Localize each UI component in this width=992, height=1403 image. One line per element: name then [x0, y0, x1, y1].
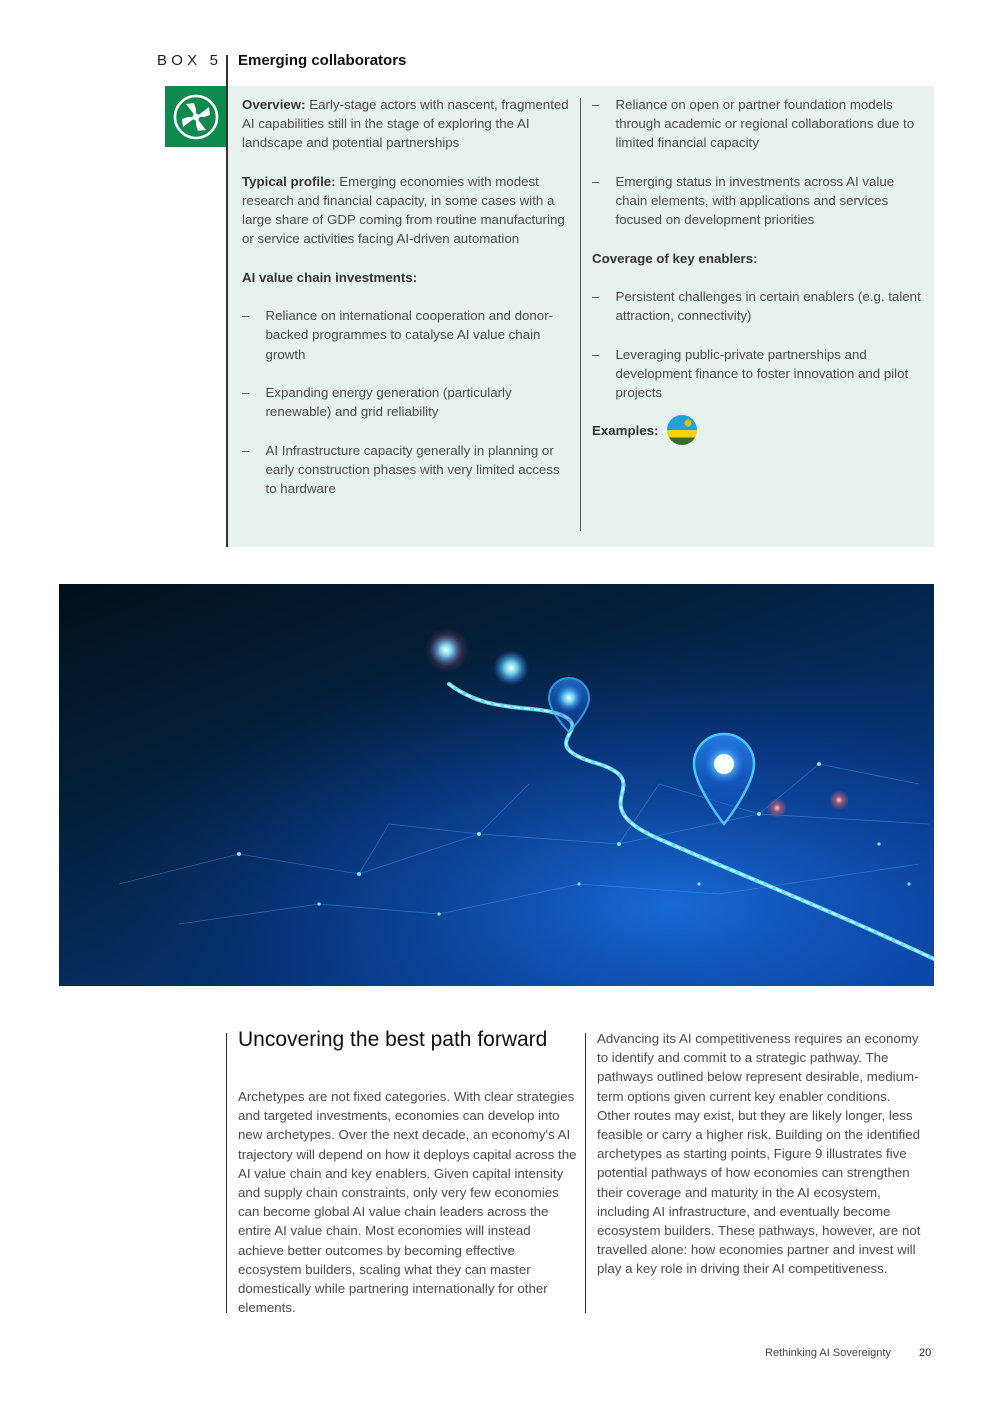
- list-item: – Expanding energy generation (particularly renewable) and grid reliability: [242, 384, 512, 420]
- box-right-column: [592, 95, 927, 445]
- investments-heading: AI value chain investments:: [242, 269, 418, 285]
- list-item: – Reliance on international cooperation and donor-backed programmes to catalyse AI value chain growth: [242, 308, 554, 362]
- section-rule-right: [585, 1033, 586, 1313]
- profile-paragraph: [242, 172, 572, 249]
- bullet-dash: –: [592, 346, 600, 362]
- footer-publication-title: Rethinking AI Sovereignty: [765, 1347, 891, 1359]
- list-item: – Leveraging public-private partnerships and development finance to foster innovation and pilot projects: [592, 346, 909, 400]
- pinwheel-icon: [172, 93, 220, 141]
- overview-paragraph: [242, 95, 572, 153]
- location-pin-icon: [430, 634, 462, 666]
- hero-image: [59, 584, 934, 986]
- list-item: – Emerging status in investments across AI value chain elements, with applications and services focused on development priorities: [592, 173, 895, 228]
- overview-text: Early-stage actors with nascent, fragmented AI capabilities still in the stage of exploring the AI landscape and potential partnerships: [242, 97, 569, 151]
- section-paragraph-right: Advancing its AI competitiveness requires an economy to identify and commit to a strategic pathway. The pathways outlined below represent desirable, medium-term options given current key enabler conditions. Other routes may exist, but they are likely longer, less feasible or carry a higher risk. Building on the identified archetypes as starting points, Figure 9 illustrates five potential pathways of how economies can strengthen their coverage and maturity in the AI ecosystem, including AI infrastructure, and eventually become ecosystem builders. These pathways, however, are not travelled alone: how economies partner and invest will play a key role in driving their AI competitiveness.: [597, 1031, 921, 1277]
- bullet-dash: –: [592, 288, 600, 304]
- rwanda-flag-icon: [667, 415, 697, 445]
- overview-label: Overview:: [242, 97, 306, 112]
- box-title: Emerging collaborators: [238, 52, 407, 69]
- bullet-dash: –: [242, 384, 250, 400]
- bullet-dash: –: [592, 173, 600, 189]
- examples-row: [592, 415, 927, 445]
- examples-label: Examples:: [592, 422, 659, 438]
- bullet-dash: –: [242, 442, 250, 458]
- archetype-badge: [165, 86, 226, 147]
- investments-list-continued: [592, 95, 927, 229]
- box-label: BOX 5: [157, 52, 223, 69]
- list-item: – Reliance on open or partner foundation models through academic or regional collaborations due to limited financial capacity: [592, 97, 915, 151]
- bullet-dash: –: [592, 97, 600, 112]
- list-item: – AI Infrastructure capacity generally in planning or early construction phases with very limited access to hardware: [242, 442, 560, 496]
- section-title: Uncovering the best path forward: [238, 1028, 548, 1051]
- enablers-heading: Coverage of key enablers:: [592, 250, 758, 266]
- section-paragraph-left: Archetypes are not fixed categories. With clear strategies and targeted investments, economies can develop into new archetypes. Over the next decade, an economy's AI trajectory will depend on how it deploys capital across the AI value chain and key enablers. Given capital intensity and supply chain constraints, only very few economies can become global AI value chain leaders across the entire AI value chain. Most economies will instead achieve better outcomes by becoming effective ecosystem builders, scaling what they can master domestically while partnering internationally for other elements.: [238, 1089, 577, 1316]
- investments-list: [242, 306, 572, 498]
- box-left-column: [242, 95, 572, 517]
- list-item: – Persistent challenges in certain enablers (e.g. talent attraction, connectivity): [592, 288, 921, 324]
- profile-label: Typical profile:: [242, 173, 336, 189]
- section-rule-left: [226, 1033, 227, 1313]
- column-divider: [580, 98, 581, 531]
- enablers-list: [592, 287, 927, 402]
- page-number: 20: [919, 1347, 932, 1359]
- profile-text: Emerging economies with modest research and financial capacity, in some cases with a large share of GDP coming from routine manufacturing or service activities facing AI-driven automation: [242, 173, 565, 247]
- location-pin-icon: [493, 650, 529, 686]
- bullet-dash: –: [242, 308, 250, 324]
